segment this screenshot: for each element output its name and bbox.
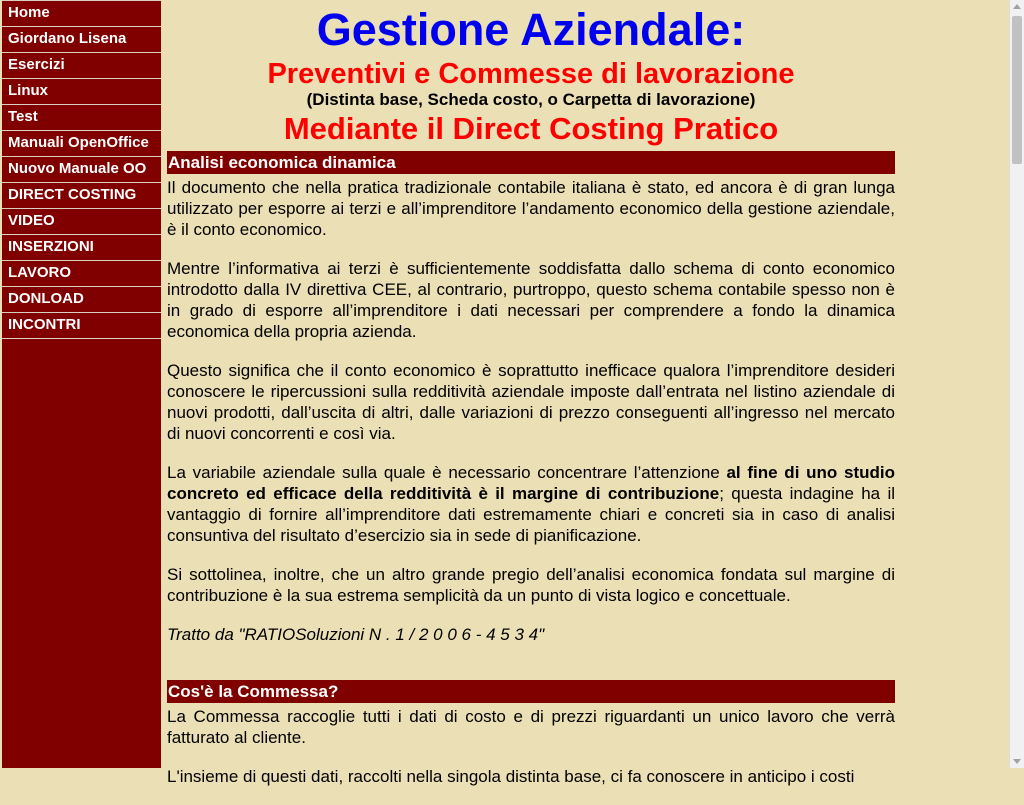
scroll-thumb[interactable] <box>1012 16 1022 164</box>
scroll-down-arrow-icon[interactable] <box>1013 759 1021 764</box>
page-subtitle: Preventivi e Commesse di lavorazione <box>267 58 795 90</box>
nav-item-esercizi[interactable]: Esercizi <box>2 53 161 79</box>
nav-item-lavoro[interactable]: LAVORO <box>2 261 161 287</box>
spacer <box>167 663 895 676</box>
nav-item-giordano-lisena[interactable]: Giordano Lisena <box>2 27 161 53</box>
scroll-up-arrow-icon[interactable] <box>1013 4 1021 9</box>
paragraph: Si sottolinea, inoltre, che un altro grande pregio dell’analisi economica fondata sul margine di contribuzione è la sua estrema semplicità da un punto di vista logico e concettuale. <box>167 565 895 605</box>
nav-item-test[interactable]: Test <box>2 105 161 131</box>
nav-menu <box>2 0 161 339</box>
nav-item-incontri[interactable]: INCONTRI <box>2 313 161 339</box>
paragraph: L'insieme di questi dati, raccolti nella singola distinta base, ci fa conoscere in anticipo i costi <box>167 767 855 786</box>
nav-item-nuovo-manuale-oo[interactable]: Nuovo Manuale OO <box>2 157 161 183</box>
section-heading-analisi: Analisi economica dinamica <box>167 151 895 174</box>
nav-item-inserzioni[interactable]: INSERZIONI <box>2 235 161 261</box>
paragraph <box>167 462 895 546</box>
nav-item-manuali-openoffice[interactable]: Manuali OpenOffice <box>2 131 161 157</box>
paragraph: Il documento che nella pratica tradizionale contabile italiana è stato, ed ancora è di gran lunga utilizzato per esporre ai terzi e all’imprenditore l’andamento economico della gestione aziendale, è il conto economico. <box>167 178 895 239</box>
page-subtitle-note: (Distinta base, Scheda costo, o Carpetta di lavorazione) <box>306 90 756 109</box>
page-subtitle-method: Mediante il Direct Costing Pratico <box>283 111 779 146</box>
sidebar <box>0 0 161 768</box>
paragraph-text: La variabile aziendale sulla quale è necessario concentrare l’attenzione <box>167 463 727 482</box>
paragraph: La Commessa raccoglie tutti i dati di costo e di prezzi riguardanti un unico lavoro che verrà fatturato al cliente. <box>167 707 895 747</box>
paragraph-bold-text: al fine di uno studio concreto ed efficace della redditività è il margine di contribuzione <box>167 463 895 503</box>
page-title: Gestione Aziendale: <box>316 4 746 55</box>
vertical-scrollbar[interactable] <box>1009 0 1024 768</box>
main-content <box>167 0 895 805</box>
nav-item-linux[interactable]: Linux <box>2 79 161 105</box>
nav-item-home[interactable]: Home <box>2 0 161 27</box>
paragraph-text: ; questa indagine ha il vantaggio di fornire all’imprenditore dati estremamente chiari e concreti sia in caso di analisi consuntiva del risultato d’esercizio sia in sede di pianificazione. <box>167 484 895 545</box>
nav-item-video[interactable]: VIDEO <box>2 209 161 235</box>
section-heading-commessa: Cos'è la Commessa? <box>167 680 895 703</box>
paragraph: Questo significa che il conto economico è soprattutto inefficace qualora l’imprenditore desideri conoscere le ripercussioni sulla redditività aziendale imposte dall’entrata nel listino aziendale di nuovi prodotti, dall’uscita di altri, dalle variazioni di prezzo conseguenti all’ingresso nel mercato di nuovi concorrenti e così via. <box>167 361 895 443</box>
nav-item-direct-costing[interactable]: DIRECT COSTING <box>2 183 161 209</box>
nav-item-donload[interactable]: DONLOAD <box>2 287 161 313</box>
paragraph: Mentre l’informativa ai terzi è sufficientemente soddisfatta dallo schema di conto economico introdotto dalla IV direttiva CEE, al contrario, purtroppo, questo schema contabile spesso non è in grado di esporre all’imprenditore i dati necessari per comprendere a fondo la dinamica economica della propria azienda. <box>167 259 895 341</box>
source-citation: Tratto da "RATIOSoluzioni N . 1 / 2 0 0 6 - 4 5 3 4" <box>167 625 545 644</box>
